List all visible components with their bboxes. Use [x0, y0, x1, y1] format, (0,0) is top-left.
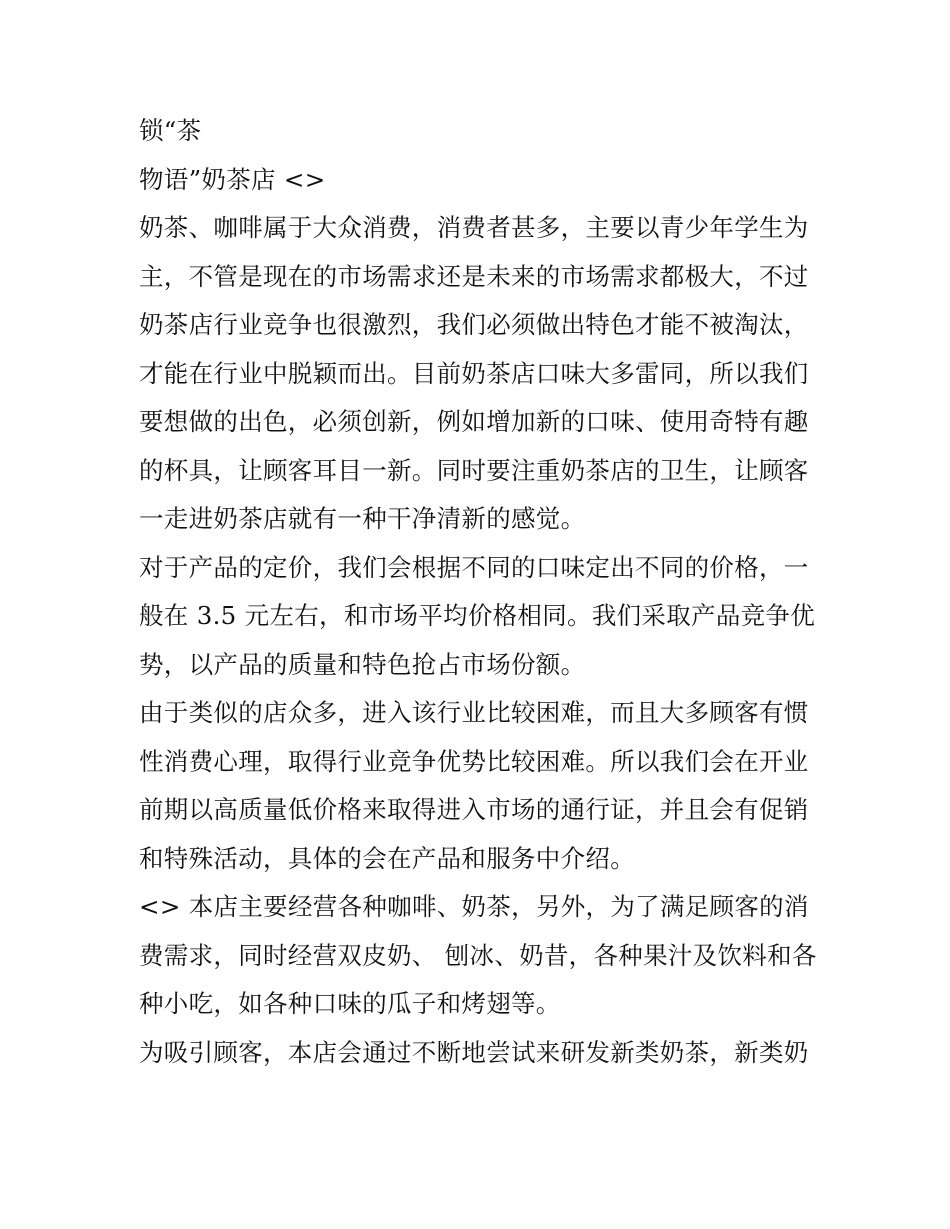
- document-body: [139, 107, 819, 1077]
- paragraph-competition: 由于类似的店众多，进入该行业比较困难，而且大多顾客有惯性消费心理，取得行业竞争优势比较困难。所以我们会在开业前期以高质量低价格来取得进入市场的通行证，并且会有促销和特殊活动，具体的会在产品和服务中介绍。: [139, 698, 809, 873]
- title-line-1: 锁“茶: [139, 116, 202, 145]
- paragraph-products: <> 本店主要经营各种咖啡、奶茶，另外，为了满足顾客的消费需求，同时经营双皮奶、 刨冰、奶昔，各种果汁及饮料和各种小吃，如各种口味的瓜子和烤翅等。: [139, 892, 817, 1018]
- paragraph-pricing: 对于产品的定价，我们会根据不同的口味定出不同的价格，一般在 3.5 元左右，和市场平均价格相同。我们采取产品竞争优势，以产品的质量和特色抢占市场份额。: [139, 552, 816, 679]
- paragraph-market: 奶茶、咖啡属于大众消费，消费者甚多，主要以青少年学生为主，不管是现在的市场需求还是未来的市场需求都极大，不过奶茶店行业竞争也很激烈，我们必须做出特色才能不被淘汰，才能在行业中脱颖而出。目前奶茶店口味大多雷同，所以我们要想做的出色，必须创新，例如增加新的口味、使用奇特有趣的杯具，让顾客耳目一新。同时要注重奶茶店的卫生，让顾客一走进奶茶店就有一种干净清新的感觉。: [139, 213, 809, 533]
- paragraph-innovation: 为吸引顾客，本店会通过不断地尝试来研发新类奶茶，新类奶: [139, 1037, 809, 1067]
- title-line-2: 物语”奶茶店 <>: [139, 164, 326, 194]
